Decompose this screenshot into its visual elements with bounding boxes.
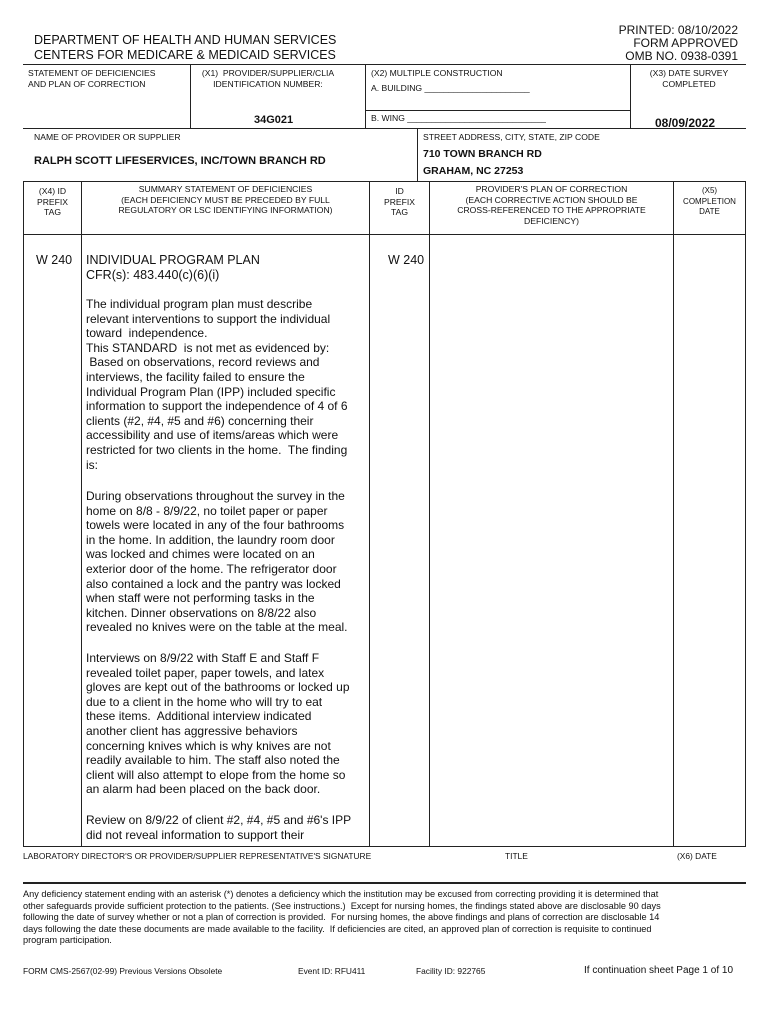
finding-paragraph-1: The individual program plan must describe relevant interventions to support the individual toward independence. This STANDARD is not met as evidenced by: Based on observations, record reviews and interviews, the facility failed to ensure the Individual Program Plan (IPP) included specific information to support the independence of 4 of 6 clients (#2, #4, #5 and #6) concerning their accessibility and use of items/areas which were restricted for two clients in the home. The finding is: <box>86 297 348 472</box>
provider-name-label: NAME OF PROVIDER OR SUPPLIER <box>34 132 181 142</box>
tag-right: W 240 <box>388 253 425 267</box>
footnote: Any deficiency statement ending with an asterisk (*) denotes a deficiency which the institution may be excused from correcting providing it is determined that other safeguards provide sufficient protection to the patients. (See instructions.) Except for nursing homes, the findings stated above are disclosable 90 days following the date of survey whether or not a plan of correction is provided. For nursing homes, the above findings and plans of correction are disclosable 14 days following the date these documents are made available to the facility. If deficiencies are cited, an approved plan of correction is requisite to continued program participation. <box>23 889 661 946</box>
finding-paragraph-4: Review on 8/9/22 of client #2, #4, #5 and #6's IPP did not reveal information to support their <box>86 813 352 842</box>
address-line1: 710 TOWN BRANCH RD <box>423 148 542 160</box>
building-field: A. BUILDING ______________________ <box>371 83 530 93</box>
cfr-reference: CFR(s): 483.440(c)(6)(i) <box>86 268 220 282</box>
id-prefix-header: ID PREFIX TAG <box>383 186 416 217</box>
x6-date-label: (X6) DATE <box>677 851 717 861</box>
printed-date: PRINTED: 08/10/2022 <box>618 23 738 37</box>
wing-field: B. WING _____________________________ <box>371 113 546 123</box>
form-approved: FORM APPROVED <box>633 36 738 50</box>
deficiency-title: INDIVIDUAL PROGRAM PLAN <box>86 253 260 267</box>
x4-header: (X4) ID PREFIX TAG <box>36 186 69 217</box>
x2-label: (X2) MULTIPLE CONSTRUCTION <box>371 68 503 78</box>
cms-title: CENTERS FOR MEDICARE & MEDICAID SERVICES <box>34 48 336 62</box>
x1-label: (X1) PROVIDER/SUPPLIER/CLIA IDENTIFICATION NUMBER: <box>201 68 335 89</box>
address-label: STREET ADDRESS, CITY, STATE, ZIP CODE <box>423 132 600 142</box>
title-label: TITLE <box>505 851 528 861</box>
plan-header: PROVIDER'S PLAN OF CORRECTION (EACH CORRECTIVE ACTION SHOULD BE CROSS-REFERENCED TO THE APPROPRIATE DEFICIENCY) <box>457 184 646 226</box>
omb-number: OMB NO. 0938-0391 <box>625 49 738 63</box>
department-title: DEPARTMENT OF HEALTH AND HUMAN SERVICES <box>34 33 337 47</box>
survey-date: 08/09/2022 <box>655 116 716 130</box>
signature-label: LABORATORY DIRECTOR'S OR PROVIDER/SUPPLIER REPRESENTATIVE'S SIGNATURE <box>23 851 372 861</box>
address-line2: GRAHAM, NC 27253 <box>423 165 524 177</box>
tag-left: W 240 <box>36 253 73 267</box>
event-id: Event ID: RFU411 <box>298 966 366 976</box>
x3-label: (X3) DATE SURVEY COMPLETED <box>649 68 729 89</box>
provider-id: 34G021 <box>254 114 294 126</box>
finding-paragraph-3: Interviews on 8/9/22 with Staff E and Staff F revealed toilet paper, paper towels, and latex gloves are kept out of the bathrooms or locked up due to a client in the home who will try to eat these items. Additional interview indicated another client has aggressive behaviors concerning knives which is why knives are not readily available to him. The staff also noted the client will also attempt to elope from the home so an alarm had been placed on the back door. <box>86 651 350 797</box>
page-number: If continuation sheet Page 1 of 10 <box>584 965 733 976</box>
summary-header: SUMMARY STATEMENT OF DEFICIENCIES (EACH DEFICIENCY MUST BE PRECEDED BY FULL REGULATORY OR LSC IDENTIFYING INFORMATION) <box>118 184 333 215</box>
finding-paragraph-2: During observations throughout the survey in the home on 8/8 - 8/9/22, no toilet paper or paper towels were located in any of the four bathrooms in the home. In addition, the laundry room door was locked and chimes were located on an exterior door of the home. The refrigerator door also contained a lock and the pantry was locked when staff were not performing tasks in the kitchen. Dinner observations on 8/8/22 also revealed no knives were on the table at the meal. <box>86 489 348 635</box>
facility-id: Facility ID: 922765 <box>416 966 486 976</box>
x5-header: (X5) COMPLETION DATE <box>683 186 736 216</box>
statement-label: STATEMENT OF DEFICIENCIES AND PLAN OF CORRECTION <box>28 68 156 89</box>
provider-name: RALPH SCOTT LIFESERVICES, INC/TOWN BRANCH RD <box>34 155 326 167</box>
form-number: FORM CMS-2567(02-99) Previous Versions Obsolete <box>23 966 223 976</box>
